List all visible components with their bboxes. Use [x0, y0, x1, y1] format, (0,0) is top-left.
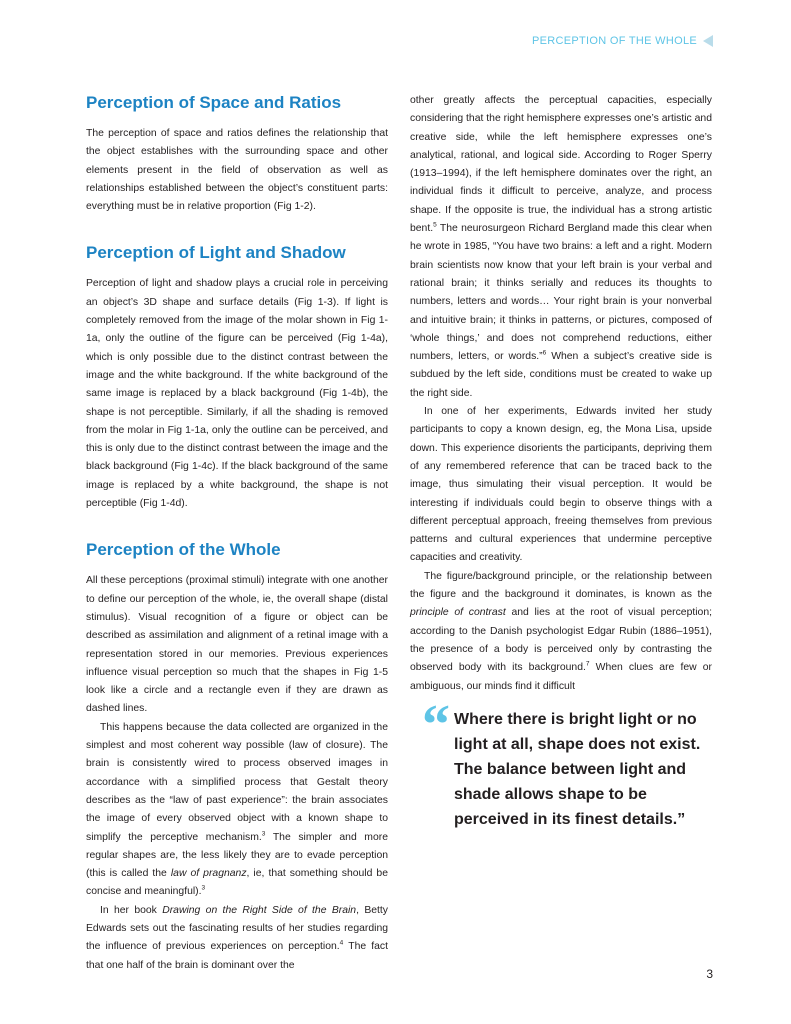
- running-head-text: PERCEPTION OF THE WHOLE: [532, 35, 697, 47]
- text-run: This happens because the data collected are organized in the simplest and most coherent way possible (law of closure). The brain is consistently wired to process observed images in accordance with a simplified process that Gestalt theory describes as the “law of past experience”: the brain associates the image of every observed object with a known shape to simplify the perceptive mechanism.: [86, 721, 388, 843]
- text-run: When a subject’s creative side is subdued by the left side, conditions must be created to wake up the right side.: [410, 351, 712, 399]
- text-run: , Betty Edwards sets out the fascinating results of her studies regarding the influence of previous experiences on perception.: [86, 904, 388, 953]
- running-head: [532, 35, 713, 47]
- text-run: other greatly affects the perceptual capacities, especially considering that the right hemisphere expresses one’s artistic and creative side, while the left hemisphere expresses one’s analytical, rational, and logical side. According to Roger Sperry (1913–1994), if the left hemisphere dominates over the right, an individual finds it difficult to perceive, analyze, and process shape. If the opposite is true, the individual has a strong artistic bent.: [410, 95, 712, 235]
- footnote-ref: 3: [261, 830, 266, 838]
- section-heading: Perception of Space and Ratios: [86, 93, 342, 112]
- book-title: Drawing on the Right Side of the Brain: [162, 904, 357, 916]
- footnote-ref: 3: [201, 884, 206, 892]
- text-run: When clues are few or ambiguous, our minds find it difficult: [410, 662, 712, 692]
- left-column: [86, 92, 388, 1001]
- paragraph: [410, 92, 712, 403]
- footnote-ref: 6: [542, 349, 547, 357]
- paragraph: Perception of light and shadow plays a crucial role in perceiving an object’s 3D shape and surface details (Fig 1-3). If light is completely removed from the image of the molar shown in Fig 1-1a, only the outline of the figure can be perceived (Fig 1-4a), which is only possible due to the distinct contrast between the image and the white background. If the white background of the same image is replaced by a black background (Fig 1-4b), the shape is not perceptible. Similarly, if all the shading is removed from the molar in Fig 1-1a, only the outline can be perceived, and this is only due to the distinct contrast between the image and the black background (Fig 1-4c). If the black background of the same image is replaced by a white background, the shape is not perceptible (Fig 1-4d).: [86, 278, 388, 510]
- text-run: The neurosurgeon Richard Bergland made this clear when he wrote in 1985, “You have two brains: a left and a right. Modern brain scientists now know that your left brain is your verbal and rational brain; it thinks serially and reduces its thoughts to numbers, letters and words… Your right brain is your nonverbal and intuitive brain; it thinks in patterns, or pictures, composed of ‘whole things,’ and does not comprehend reductions, either numbers, letters, or words.”: [410, 223, 712, 363]
- pull-quote: [422, 694, 722, 832]
- paragraph: [410, 568, 712, 696]
- section-whole: [86, 539, 388, 975]
- paragraph: [86, 902, 388, 975]
- right-column: [410, 92, 712, 696]
- section-heading: Perception of the Whole: [86, 540, 281, 560]
- paragraph: In one of her experiments, Edwards invited her study participants to copy a known design, eg, the Mona Lisa, upside down. This experience disorients the participants, depriving them of any remembered reference that can be traced back to the image, thus simulating their visual perception. It would be interesting if individuals could begin to observe things with a different perceptual approach, freeing themselves from previous patterns and cultural experiences that undermine perceptive capacities and creativity.: [410, 406, 712, 564]
- text-run: The fact that one half of the brain is dominant over the: [86, 941, 388, 971]
- text-run: The figure/background principle, or the relationship between the figure and the background it dominates, is known as the: [410, 570, 712, 601]
- text-run: In her book: [100, 904, 163, 916]
- paragraph: The perception of space and ratios defines the relationship that the object establishes with the surrounding space and other elements present in the field of observation as well as relationships established between the object’s constituent parts: everything must be in relative proportion (Fig 1-2).: [86, 128, 388, 213]
- paragraph: [86, 719, 388, 902]
- quote-mark-icon: “: [422, 694, 450, 756]
- text-run: and lies at the root of visual perception; according to the Danish psychologist Edgar Rubin (1886–1951), the presence of a body is perceived only by contrasting the observed body with its background.: [410, 607, 712, 674]
- footnote-ref: 4: [339, 939, 344, 947]
- section-space-ratios: [86, 92, 388, 216]
- section-light-shadow: [86, 242, 388, 513]
- page-number: 3: [706, 967, 713, 981]
- italic-term: principle of contrast: [410, 607, 506, 619]
- paragraph: All these perceptions (proximal stimuli) integrate with one another to define our perception of the whole, ie, the overall shape (distal stimulus). Visual recognition of a figure or object can be described as assimilation and alignment of a retinal image with a representation stored in our memories. Previous experiences influence visual perception so much that the shapes in Fig 1-5 look like a circle and a rectangle even if they are drawn as dashed lines.: [86, 575, 388, 715]
- text-run: The simpler and more regular shapes are, the less likely they are to evade perception (this is called the: [86, 831, 388, 880]
- triangle-left-icon: [703, 35, 713, 47]
- pull-quote-text: Where there is bright light or no light at all, shape does not exist. The balance between light and shade allows shape to be perceived in its finest details.”: [454, 711, 701, 828]
- footnote-ref: 7: [585, 660, 590, 668]
- italic-term: law of pragnanz: [170, 868, 247, 880]
- section-heading: Perception of Light and Shadow: [86, 243, 346, 263]
- text-run: , ie, that something should be concise and meaningful).: [86, 868, 388, 898]
- footnote-ref: 5: [433, 221, 437, 229]
